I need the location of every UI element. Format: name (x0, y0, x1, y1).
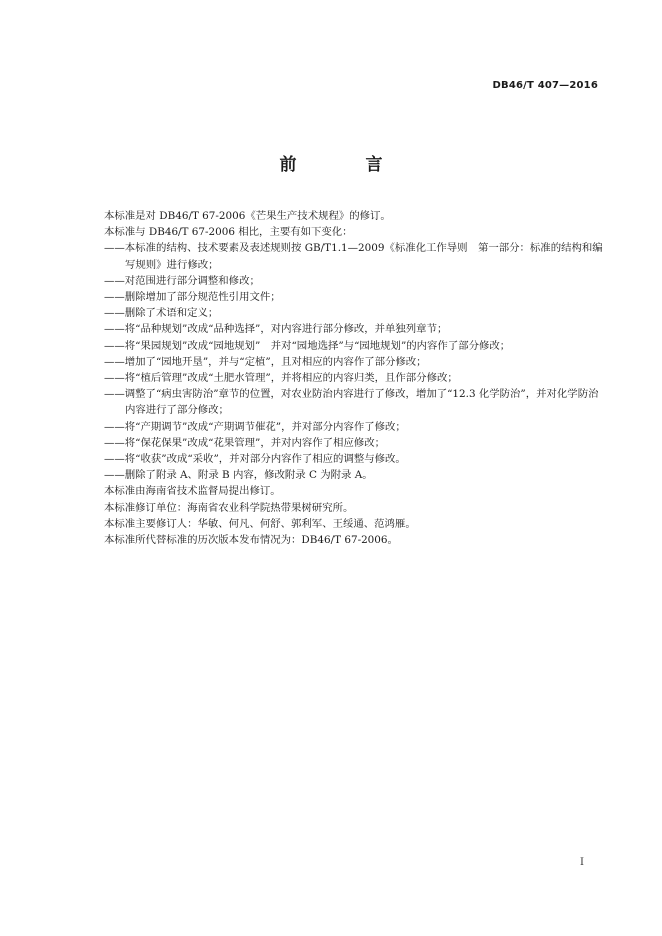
list-item: ——删除了术语和定义； (104, 307, 219, 320)
paragraph-replaced-editions: 本标准所代替标准的历次版本发布情况为：DB46/T 67-2006。 (104, 534, 398, 547)
changes-list (104, 240, 604, 483)
list-item: ——将“收获”改成“采收”，并对部分内容作了相应的调整与修改。 (104, 453, 406, 466)
list-item: ——删除增加了部分规范性引用文件； (104, 291, 281, 304)
page-title: 前 言 (279, 155, 409, 175)
list-item: ——调整了“病虫害防治”章节的位置，对农业防治内容进行了修改，增加了“12.3 化学防治”，并对化学防治内容进行了部分修改； (104, 388, 599, 417)
paragraph-changes-intro: 本标准与 DB46/T 67-2006 相比，主要有如下变化： (104, 226, 353, 239)
paragraph-proposer: 本标准由海南省技术监督局提出修订。 (104, 485, 281, 498)
foreword-body (104, 208, 604, 548)
paragraph-revising-unit: 本标准修订单位：海南省农业科学院热带果树研究所。 (104, 501, 354, 514)
list-item: ——将“产期调节”改成“产期调节催花”，并对部分内容作了修改； (104, 420, 406, 433)
list-item: ——删除了附录 A、附录 B 内容，修改附录 C 为附录 A。 (104, 469, 373, 482)
list-item: ——将“品种规划”改成“品种选择”，对内容进行部分修改，并单独列章节； (104, 323, 448, 336)
list-item: ——将“果园规划”改成“园地规划” 并对“园地选择”与“园地规划”的内容作了部分修改； (104, 339, 511, 352)
document-code: DB46/T 407—2016 (492, 80, 598, 91)
paragraph-revisers: 本标准主要修订人：华敏、何凡、何舒、郭利军、王绥通、范鸿雁。 (104, 517, 416, 530)
list-item: ——将“保花保果”改成“花果管理”，并对内容作了相应修改； (104, 436, 386, 449)
list-item: ——将“植后管理”改成“土肥水管理”，并将相应的内容归类，且作部分修改； (104, 372, 458, 385)
list-item: ——对范围进行部分调整和修改； (104, 274, 260, 287)
page-number: I (580, 857, 584, 868)
list-item: ——增加了“园地开垦”，并与“定植”，且对相应的内容作了部分修改； (104, 355, 427, 368)
list-item: ——本标准的结构、技术要素及表述规则按 GB/T1.1—2009《标准化工作导则 第一部分：标准的结构和编写规则》进行修改； (104, 242, 603, 271)
paragraph-revision-of: 本标准是对 DB46/T 67-2006《芒果生产技术规程》的修订。 (104, 210, 391, 222)
